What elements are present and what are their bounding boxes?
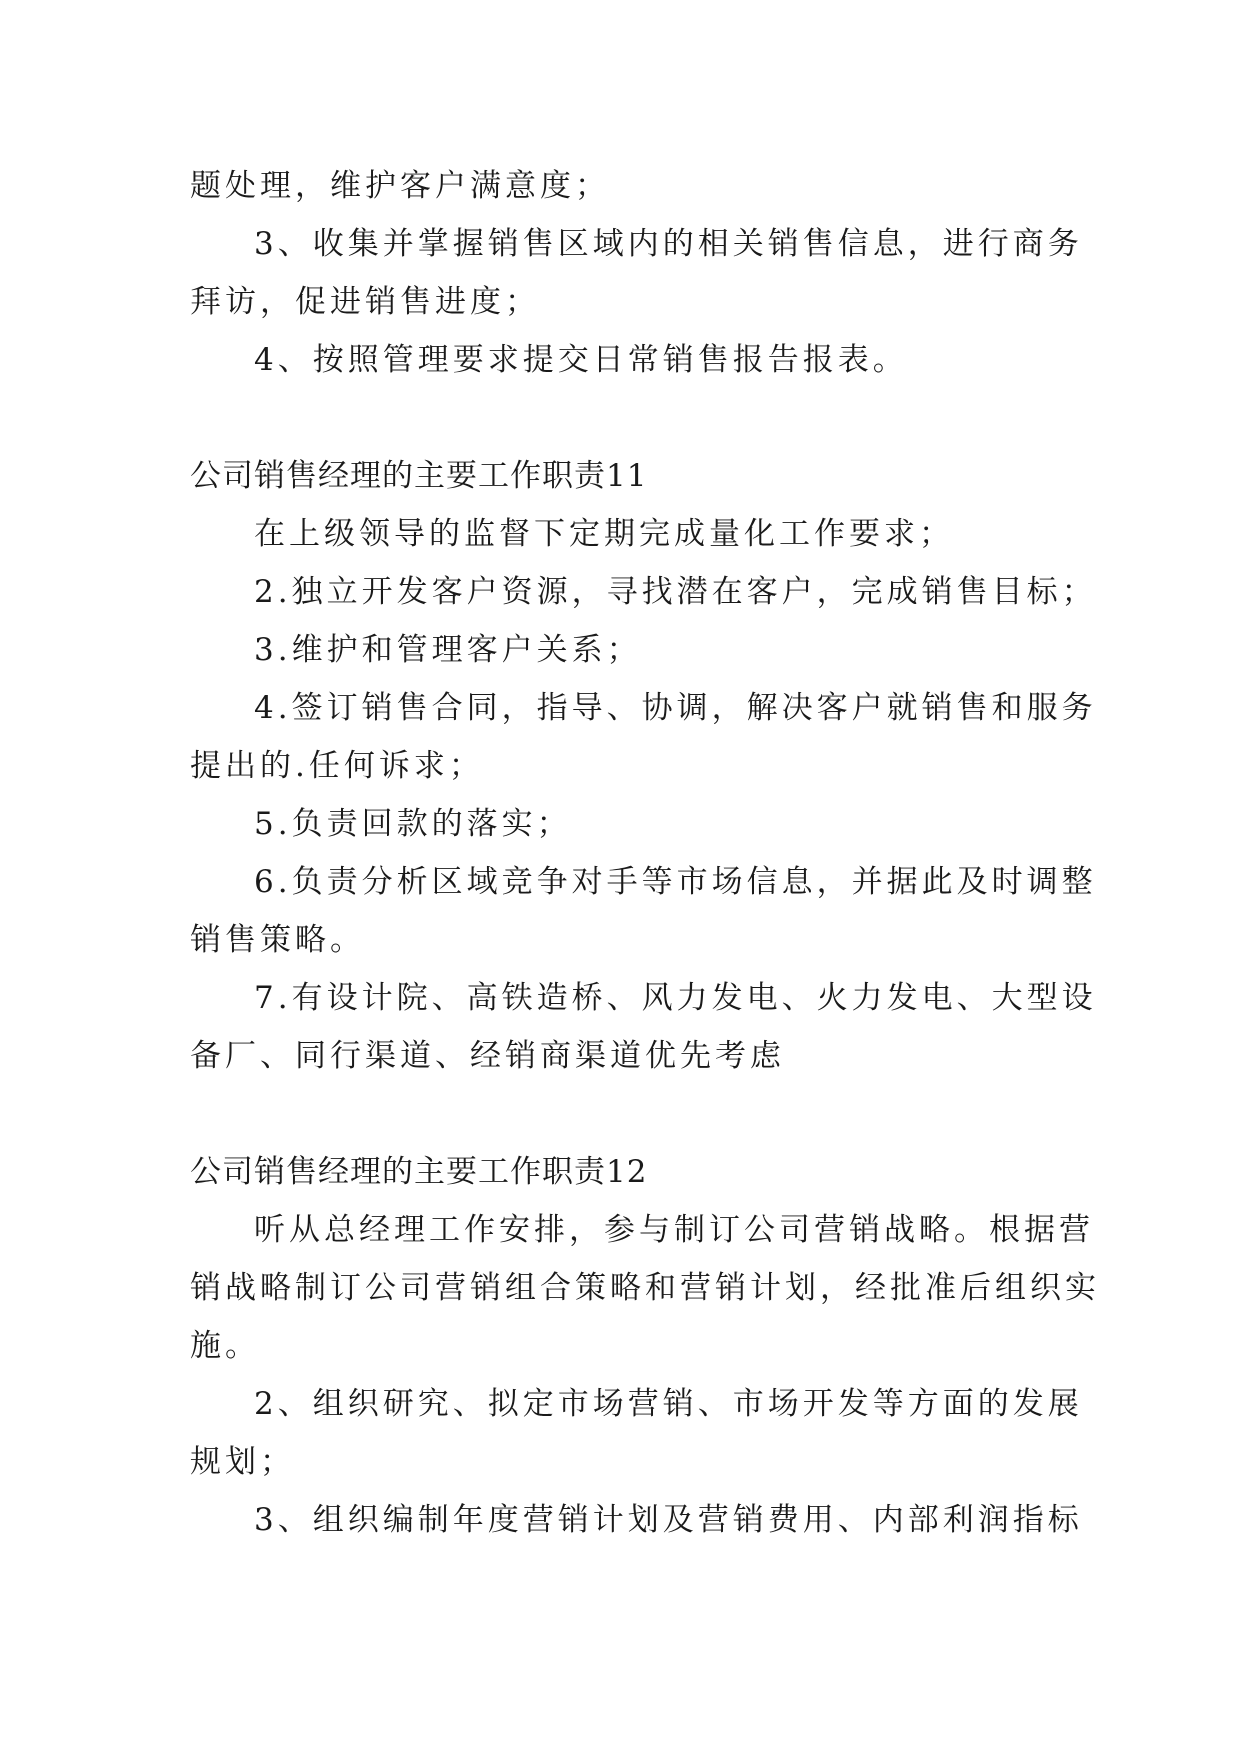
paragraph-line: 题处理，维护客户满意度； <box>190 168 610 204</box>
paragraph-line: 2.独立开发客户资源，寻找潜在客户，完成销售目标； <box>254 574 1097 610</box>
document-page <box>190 157 1100 1549</box>
paragraph-line: 备厂、同行渠道、经销商渠道优先考虑 <box>190 1038 785 1074</box>
paragraph-line: 拜访，促进销售进度； <box>190 284 540 320</box>
paragraph-line: 销战略制订公司营销组合策略和营销计划，经批准后组织实 <box>190 1270 1100 1306</box>
paragraph-line: 7.有设计院、高铁造桥、风力发电、火力发电、大型设 <box>254 980 1097 1016</box>
paragraph-line: 3.维护和管理客户关系； <box>254 632 642 668</box>
paragraph-line: 5.负责回款的落实； <box>254 806 572 842</box>
section-11 <box>190 447 1097 1085</box>
paragraph-line: 6.负责分析区域竞争对手等市场信息，并据此及时调整 <box>254 864 1097 900</box>
paragraph-line: 4.签订销售合同，指导、协调，解决客户就销售和服务 <box>254 690 1097 726</box>
paragraph-line: 销售策略。 <box>190 922 365 958</box>
paragraph-line: 3、组织编制年度营销计划及营销费用、内部利润指标 <box>254 1502 1083 1538</box>
paragraph-line: 施。 <box>190 1328 260 1364</box>
paragraph-line: 规划； <box>190 1444 295 1480</box>
section-gap <box>190 1085 1056 1143</box>
section-gap <box>190 389 1056 447</box>
paragraph-line: 3、收集并掌握销售区域内的相关销售信息，进行商务 <box>254 226 1083 262</box>
paragraph-line: 在上级领导的监督下定期完成量化工作要求； <box>254 516 954 552</box>
paragraph-line: 听从总经理工作安排，参与制订公司营销战略。根据营 <box>254 1212 1094 1248</box>
section-previous <box>190 157 1083 389</box>
section-12 <box>190 1143 1100 1549</box>
section-heading: 公司销售经理的主要工作职责12 <box>190 1154 648 1190</box>
paragraph-line: 4、按照管理要求提交日常销售报告报表。 <box>254 342 908 378</box>
paragraph-line: 2、组织研究、拟定市场营销、市场开发等方面的发展 <box>254 1386 1083 1422</box>
paragraph-line: 提出的.任何诉求； <box>190 748 484 784</box>
section-heading: 公司销售经理的主要工作职责11 <box>190 458 648 494</box>
